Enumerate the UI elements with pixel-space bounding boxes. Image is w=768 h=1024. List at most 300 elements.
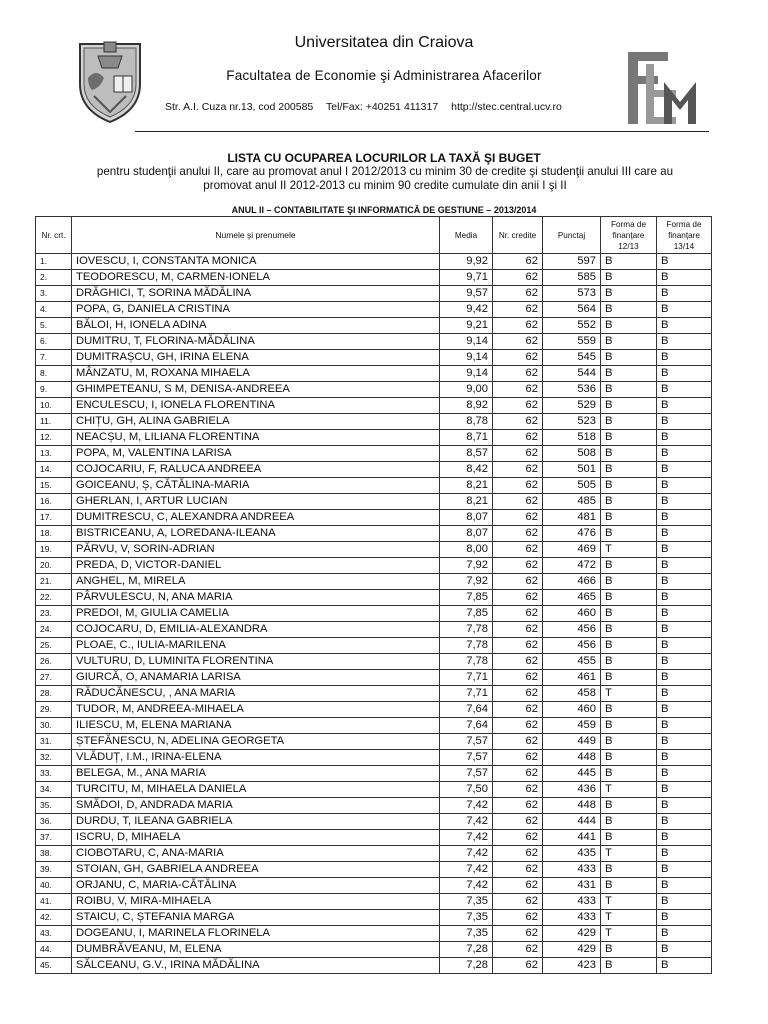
cell-name: POPA, M, VALENTINA LARISA xyxy=(72,446,440,462)
cell-credite: 62 xyxy=(493,430,543,446)
cell-name: TURCITU, M, MIHAELA DANIELA xyxy=(72,782,440,798)
header-forma-1213: Forma de finanţare 12/13 xyxy=(601,217,657,254)
cell-credite: 62 xyxy=(493,622,543,638)
cell-forma-1213: B xyxy=(601,398,657,414)
cell-media: 8,78 xyxy=(440,414,493,430)
cell-forma-1314: B xyxy=(657,926,712,942)
cell-nr: 2. xyxy=(36,270,72,286)
cell-forma-1314: B xyxy=(657,526,712,542)
cell-forma-1314: B xyxy=(657,558,712,574)
cell-media: 8,42 xyxy=(440,462,493,478)
cell-forma-1314: B xyxy=(657,782,712,798)
cell-name: COJOCARU, D, EMILIA-ALEXANDRA xyxy=(72,622,440,638)
table-row xyxy=(36,670,712,686)
cell-nr: 37. xyxy=(36,830,72,846)
cell-nr: 44. xyxy=(36,942,72,958)
cell-forma-1213: B xyxy=(601,798,657,814)
cell-punctaj: 460 xyxy=(543,606,601,622)
cell-punctaj: 559 xyxy=(543,334,601,350)
cell-name: GOICEANU, Ș, CĂTĂLINA-MARIA xyxy=(72,478,440,494)
cell-name: STOIAN, GH, GABRIELA ANDREEA xyxy=(72,862,440,878)
cell-punctaj: 458 xyxy=(543,686,601,702)
cell-punctaj: 461 xyxy=(543,670,601,686)
cell-punctaj: 518 xyxy=(543,430,601,446)
cell-name: ROIBU, V, MIRA-MIHAELA xyxy=(72,894,440,910)
table-row xyxy=(36,606,712,622)
cell-forma-1213: B xyxy=(601,606,657,622)
cell-credite: 62 xyxy=(493,606,543,622)
cell-forma-1314: B xyxy=(657,478,712,494)
cell-credite: 62 xyxy=(493,942,543,958)
cell-forma-1314: B xyxy=(657,702,712,718)
cell-nr: 20. xyxy=(36,558,72,574)
table-row xyxy=(36,814,712,830)
cell-media: 7,92 xyxy=(440,558,493,574)
cell-punctaj: 455 xyxy=(543,654,601,670)
address-web: http://stec.central.ucv.ro xyxy=(451,101,562,113)
cell-forma-1314: B xyxy=(657,510,712,526)
cell-forma-1213: B xyxy=(601,478,657,494)
cell-forma-1213: B xyxy=(601,638,657,654)
cell-forma-1314: B xyxy=(657,382,712,398)
cell-forma-1213: B xyxy=(601,462,657,478)
table-row xyxy=(36,830,712,846)
cell-name: CIOBOTARU, C, ANA-MARIA xyxy=(72,846,440,862)
cell-name: TUDOR, M, ANDREEA-MIHAELA xyxy=(72,702,440,718)
cell-credite: 62 xyxy=(493,910,543,926)
cell-credite: 62 xyxy=(493,350,543,366)
cell-forma-1314: B xyxy=(657,606,712,622)
table-row xyxy=(36,654,712,670)
table-body xyxy=(36,254,712,974)
cell-name: VULTURU, D, LUMINITA FLORENTINA xyxy=(72,654,440,670)
cell-name: SMĂDOI, D, ANDRADA MARIA xyxy=(72,798,440,814)
subtitle-line-2: promovat anul II 2012-2013 cu minim 90 credite cumulate din anii I şi II xyxy=(203,179,567,192)
cell-media: 9,42 xyxy=(440,302,493,318)
cell-forma-1213: B xyxy=(601,814,657,830)
table-row xyxy=(36,958,712,974)
cell-credite: 62 xyxy=(493,878,543,894)
cell-forma-1213: T xyxy=(601,846,657,862)
cell-credite: 62 xyxy=(493,542,543,558)
table-row xyxy=(36,622,712,638)
cell-forma-1213: B xyxy=(601,286,657,302)
cell-name: STAICU, C, ȘTEFANIA MARGA xyxy=(72,910,440,926)
cell-nr: 45. xyxy=(36,958,72,974)
table-row xyxy=(36,462,712,478)
cell-punctaj: 423 xyxy=(543,958,601,974)
cell-punctaj: 508 xyxy=(543,446,601,462)
header-nr: Nr. crt. xyxy=(36,217,72,254)
cell-nr: 31. xyxy=(36,734,72,750)
cell-forma-1213: B xyxy=(601,670,657,686)
table-row xyxy=(36,350,712,366)
cell-forma-1213: B xyxy=(601,878,657,894)
document-title: LISTA CU OCUPAREA LOCURILOR LA TAXĂ ŞI BUGET xyxy=(227,151,541,165)
cell-forma-1213: B xyxy=(601,622,657,638)
cell-credite: 62 xyxy=(493,702,543,718)
cell-forma-1314: B xyxy=(657,366,712,382)
cell-name: ORJANU, C, MARIA-CĂTĂLINA xyxy=(72,878,440,894)
cell-media: 7,85 xyxy=(440,590,493,606)
cell-name: GHIMPETEANU, S M, DENISA-ANDREEA xyxy=(72,382,440,398)
cell-nr: 22. xyxy=(36,590,72,606)
cell-forma-1213: B xyxy=(601,414,657,430)
cell-punctaj: 597 xyxy=(543,254,601,270)
cell-nr: 32. xyxy=(36,750,72,766)
cell-forma-1213: B xyxy=(601,254,657,270)
cell-forma-1314: B xyxy=(657,350,712,366)
cell-media: 7,35 xyxy=(440,926,493,942)
cell-nr: 10. xyxy=(36,398,72,414)
cell-forma-1314: B xyxy=(657,798,712,814)
table-row xyxy=(36,510,712,526)
cell-media: 8,00 xyxy=(440,542,493,558)
cell-forma-1314: B xyxy=(657,638,712,654)
cell-nr: 42. xyxy=(36,910,72,926)
cell-credite: 62 xyxy=(493,462,543,478)
cell-name: CHIȚU, GH, ALINA GABRIELA xyxy=(72,414,440,430)
table-row xyxy=(36,414,712,430)
cell-forma-1213: T xyxy=(601,542,657,558)
cell-forma-1213: B xyxy=(601,958,657,974)
cell-nr: 1. xyxy=(36,254,72,270)
cell-nr: 28. xyxy=(36,686,72,702)
cell-media: 7,42 xyxy=(440,862,493,878)
cell-media: 7,42 xyxy=(440,846,493,862)
table-row xyxy=(36,334,712,350)
cell-forma-1314: B xyxy=(657,574,712,590)
cell-nr: 12. xyxy=(36,430,72,446)
cell-name: VLĂDUȚ, I.M., IRINA-ELENA xyxy=(72,750,440,766)
document-header xyxy=(0,0,768,136)
cell-forma-1213: B xyxy=(601,718,657,734)
section-heading: ANUL II – CONTABILITATE ŞI INFORMATICĂ DE GESTIUNE – 2013/2014 xyxy=(231,205,537,215)
cell-forma-1213: B xyxy=(601,350,657,366)
cell-media: 7,42 xyxy=(440,814,493,830)
cell-media: 7,71 xyxy=(440,686,493,702)
cell-punctaj: 472 xyxy=(543,558,601,574)
table-row xyxy=(36,286,712,302)
cell-credite: 62 xyxy=(493,958,543,974)
cell-media: 9,00 xyxy=(440,382,493,398)
cell-forma-1314: B xyxy=(657,942,712,958)
cell-forma-1213: B xyxy=(601,766,657,782)
cell-name: DRĂGHICI, T, SORINA MĂDĂLINA xyxy=(72,286,440,302)
cell-media: 7,35 xyxy=(440,894,493,910)
cell-credite: 62 xyxy=(493,718,543,734)
cell-forma-1213: T xyxy=(601,926,657,942)
cell-nr: 15. xyxy=(36,478,72,494)
cell-nr: 3. xyxy=(36,286,72,302)
cell-credite: 62 xyxy=(493,270,543,286)
cell-punctaj: 444 xyxy=(543,814,601,830)
cell-media: 7,92 xyxy=(440,574,493,590)
cell-nr: 40. xyxy=(36,878,72,894)
cell-media: 9,71 xyxy=(440,270,493,286)
table-row xyxy=(36,734,712,750)
cell-media: 7,85 xyxy=(440,606,493,622)
header-divider xyxy=(135,131,709,132)
cell-punctaj: 433 xyxy=(543,894,601,910)
cell-name: DUMBRĂVEANU, M, ELENA xyxy=(72,942,440,958)
table-row xyxy=(36,878,712,894)
cell-punctaj: 536 xyxy=(543,382,601,398)
cell-punctaj: 573 xyxy=(543,286,601,302)
table-row xyxy=(36,366,712,382)
table-row xyxy=(36,270,712,286)
cell-forma-1213: B xyxy=(601,446,657,462)
cell-name: DUMITRAȘCU, GH, IRINA ELENA xyxy=(72,350,440,366)
table-row xyxy=(36,526,712,542)
cell-punctaj: 456 xyxy=(543,622,601,638)
cell-forma-1213: T xyxy=(601,894,657,910)
cell-credite: 62 xyxy=(493,734,543,750)
cell-forma-1314: B xyxy=(657,862,712,878)
table-row xyxy=(36,430,712,446)
cell-media: 8,07 xyxy=(440,526,493,542)
cell-credite: 62 xyxy=(493,862,543,878)
cell-name: COJOCARIU, F, RALUCA ANDREEA xyxy=(72,462,440,478)
cell-nr: 24. xyxy=(36,622,72,638)
cell-forma-1314: B xyxy=(657,334,712,350)
cell-credite: 62 xyxy=(493,782,543,798)
cell-forma-1213: B xyxy=(601,526,657,542)
cell-media: 7,50 xyxy=(440,782,493,798)
cell-nr: 6. xyxy=(36,334,72,350)
cell-forma-1314: B xyxy=(657,830,712,846)
cell-name: ILIESCU, M, ELENA MARIANA xyxy=(72,718,440,734)
table-row xyxy=(36,750,712,766)
cell-nr: 30. xyxy=(36,718,72,734)
cell-forma-1213: B xyxy=(601,830,657,846)
university-name: Universitatea din Craiova xyxy=(294,34,474,51)
cell-punctaj: 459 xyxy=(543,718,601,734)
cell-media: 8,07 xyxy=(440,510,493,526)
cell-forma-1314: B xyxy=(657,846,712,862)
header-credite: Nr. credite xyxy=(493,217,543,254)
table-row xyxy=(36,926,712,942)
cell-media: 7,28 xyxy=(440,958,493,974)
cell-name: NEACȘU, M, LILIANA FLORENTINA xyxy=(72,430,440,446)
faculty-logo-icon xyxy=(624,48,702,128)
cell-name: IOVESCU, I, CONSTANTA MONICA xyxy=(72,254,440,270)
cell-punctaj: 501 xyxy=(543,462,601,478)
cell-credite: 62 xyxy=(493,398,543,414)
table-row xyxy=(36,910,712,926)
cell-punctaj: 564 xyxy=(543,302,601,318)
cell-punctaj: 433 xyxy=(543,862,601,878)
cell-nr: 19. xyxy=(36,542,72,558)
faculty-name: Facultatea de Economie şi Administrarea Afacerilor xyxy=(226,68,542,83)
cell-name: PÂRVULESCU, N, ANA MARIA xyxy=(72,590,440,606)
cell-media: 8,71 xyxy=(440,430,493,446)
table-row xyxy=(36,766,712,782)
cell-media: 9,92 xyxy=(440,254,493,270)
cell-nr: 26. xyxy=(36,654,72,670)
cell-forma-1213: B xyxy=(601,862,657,878)
cell-punctaj: 465 xyxy=(543,590,601,606)
table-row xyxy=(36,942,712,958)
cell-credite: 62 xyxy=(493,830,543,846)
cell-nr: 11. xyxy=(36,414,72,430)
cell-name: ANGHEL, M, MIRELA xyxy=(72,574,440,590)
cell-media: 7,28 xyxy=(440,942,493,958)
cell-credite: 62 xyxy=(493,926,543,942)
cell-forma-1314: B xyxy=(657,430,712,446)
cell-forma-1314: B xyxy=(657,958,712,974)
cell-forma-1213: B xyxy=(601,334,657,350)
cell-punctaj: 449 xyxy=(543,734,601,750)
table-row xyxy=(36,542,712,558)
table-row xyxy=(36,318,712,334)
cell-forma-1314: B xyxy=(657,670,712,686)
cell-nr: 25. xyxy=(36,638,72,654)
cell-forma-1213: B xyxy=(601,382,657,398)
cell-name: PLOAE, C., IULIA-MARILENA xyxy=(72,638,440,654)
cell-nr: 41. xyxy=(36,894,72,910)
cell-nr: 14. xyxy=(36,462,72,478)
cell-forma-1314: B xyxy=(657,654,712,670)
cell-forma-1314: B xyxy=(657,622,712,638)
cell-punctaj: 481 xyxy=(543,510,601,526)
cell-nr: 43. xyxy=(36,926,72,942)
cell-media: 7,64 xyxy=(440,718,493,734)
cell-punctaj: 429 xyxy=(543,926,601,942)
cell-forma-1314: B xyxy=(657,878,712,894)
cell-punctaj: 476 xyxy=(543,526,601,542)
cell-punctaj: 431 xyxy=(543,878,601,894)
document-subtitle xyxy=(40,165,730,193)
cell-credite: 62 xyxy=(493,366,543,382)
cell-name: DUMITRESCU, C, ALEXANDRA ANDREEA xyxy=(72,510,440,526)
cell-forma-1213: B xyxy=(601,734,657,750)
cell-name: GHERLAN, I, ARTUR LUCIAN xyxy=(72,494,440,510)
cell-forma-1213: B xyxy=(601,430,657,446)
cell-name: ENCULESCU, I, IONELA FLORENTINA xyxy=(72,398,440,414)
cell-media: 7,42 xyxy=(440,830,493,846)
cell-nr: 23. xyxy=(36,606,72,622)
cell-forma-1314: B xyxy=(657,894,712,910)
cell-forma-1314: B xyxy=(657,750,712,766)
cell-name: POPA, G, DANIELA CRISTINA xyxy=(72,302,440,318)
cell-punctaj: 445 xyxy=(543,766,601,782)
cell-media: 7,57 xyxy=(440,766,493,782)
cell-forma-1314: B xyxy=(657,318,712,334)
cell-punctaj: 429 xyxy=(543,942,601,958)
cell-credite: 62 xyxy=(493,494,543,510)
address-phone: Tel/Fax: +40251 411317 xyxy=(326,101,439,113)
cell-nr: 39. xyxy=(36,862,72,878)
cell-forma-1314: B xyxy=(657,542,712,558)
cell-name: DUMITRU, T, FLORINA-MĂDĂLINA xyxy=(72,334,440,350)
cell-credite: 62 xyxy=(493,638,543,654)
cell-nr: 17. xyxy=(36,510,72,526)
cell-forma-1314: B xyxy=(657,718,712,734)
cell-punctaj: 433 xyxy=(543,910,601,926)
cell-credite: 62 xyxy=(493,254,543,270)
cell-media: 9,14 xyxy=(440,350,493,366)
cell-nr: 33. xyxy=(36,766,72,782)
cell-punctaj: 448 xyxy=(543,798,601,814)
cell-forma-1314: B xyxy=(657,686,712,702)
cell-forma-1314: B xyxy=(657,494,712,510)
cell-name: DOGEANU, I, MARINELA FLORINELA xyxy=(72,926,440,942)
cell-forma-1213: T xyxy=(601,910,657,926)
cell-forma-1213: B xyxy=(601,510,657,526)
header-media: Media xyxy=(440,217,493,254)
cell-forma-1213: B xyxy=(601,654,657,670)
cell-credite: 62 xyxy=(493,798,543,814)
cell-forma-1213: B xyxy=(601,270,657,286)
cell-name: BELEGA, M., ANA MARIA xyxy=(72,766,440,782)
cell-forma-1314: B xyxy=(657,766,712,782)
cell-punctaj: 485 xyxy=(543,494,601,510)
cell-credite: 62 xyxy=(493,750,543,766)
table-row xyxy=(36,702,712,718)
cell-punctaj: 505 xyxy=(543,478,601,494)
cell-credite: 62 xyxy=(493,846,543,862)
cell-forma-1314: B xyxy=(657,590,712,606)
cell-forma-1213: B xyxy=(601,366,657,382)
cell-punctaj: 456 xyxy=(543,638,601,654)
table-row xyxy=(36,574,712,590)
cell-credite: 62 xyxy=(493,510,543,526)
cell-credite: 62 xyxy=(493,590,543,606)
table-row xyxy=(36,686,712,702)
cell-media: 9,21 xyxy=(440,318,493,334)
cell-credite: 62 xyxy=(493,686,543,702)
table-row xyxy=(36,590,712,606)
cell-forma-1213: T xyxy=(601,782,657,798)
cell-name: PĂRVU, V, SORIN-ADRIAN xyxy=(72,542,440,558)
cell-nr: 36. xyxy=(36,814,72,830)
cell-name: ISCRU, D, MIHAELA xyxy=(72,830,440,846)
cell-forma-1314: B xyxy=(657,814,712,830)
cell-media: 7,42 xyxy=(440,798,493,814)
cell-nr: 8. xyxy=(36,366,72,382)
cell-forma-1213: B xyxy=(601,574,657,590)
cell-credite: 62 xyxy=(493,382,543,398)
cell-nr: 7. xyxy=(36,350,72,366)
table-header-row xyxy=(36,217,712,254)
cell-forma-1213: B xyxy=(601,558,657,574)
cell-media: 7,57 xyxy=(440,750,493,766)
cell-name: DURDU, T, ILEANA GABRIELA xyxy=(72,814,440,830)
cell-punctaj: 436 xyxy=(543,782,601,798)
cell-forma-1314: B xyxy=(657,446,712,462)
cell-name: PREDA, D, VICTOR-DANIEL xyxy=(72,558,440,574)
cell-media: 8,21 xyxy=(440,494,493,510)
table-row xyxy=(36,382,712,398)
cell-media: 7,78 xyxy=(440,622,493,638)
cell-forma-1314: B xyxy=(657,302,712,318)
cell-punctaj: 552 xyxy=(543,318,601,334)
cell-credite: 62 xyxy=(493,894,543,910)
cell-media: 8,21 xyxy=(440,478,493,494)
cell-media: 7,78 xyxy=(440,638,493,654)
cell-name: BĂLOI, H, IONELA ADINA xyxy=(72,318,440,334)
table-row xyxy=(36,782,712,798)
cell-forma-1314: B xyxy=(657,462,712,478)
cell-punctaj: 585 xyxy=(543,270,601,286)
table-row xyxy=(36,254,712,270)
cell-punctaj: 466 xyxy=(543,574,601,590)
address-street: Str. A.I. Cuza nr.13, cod 200585 xyxy=(165,101,314,113)
cell-media: 7,64 xyxy=(440,702,493,718)
subtitle-line-1: pentru studenţii anului II, care au promovat anul I 2012/2013 cu minim 30 de credite şi studenţii anului III care au xyxy=(96,165,674,178)
table-row xyxy=(36,302,712,318)
